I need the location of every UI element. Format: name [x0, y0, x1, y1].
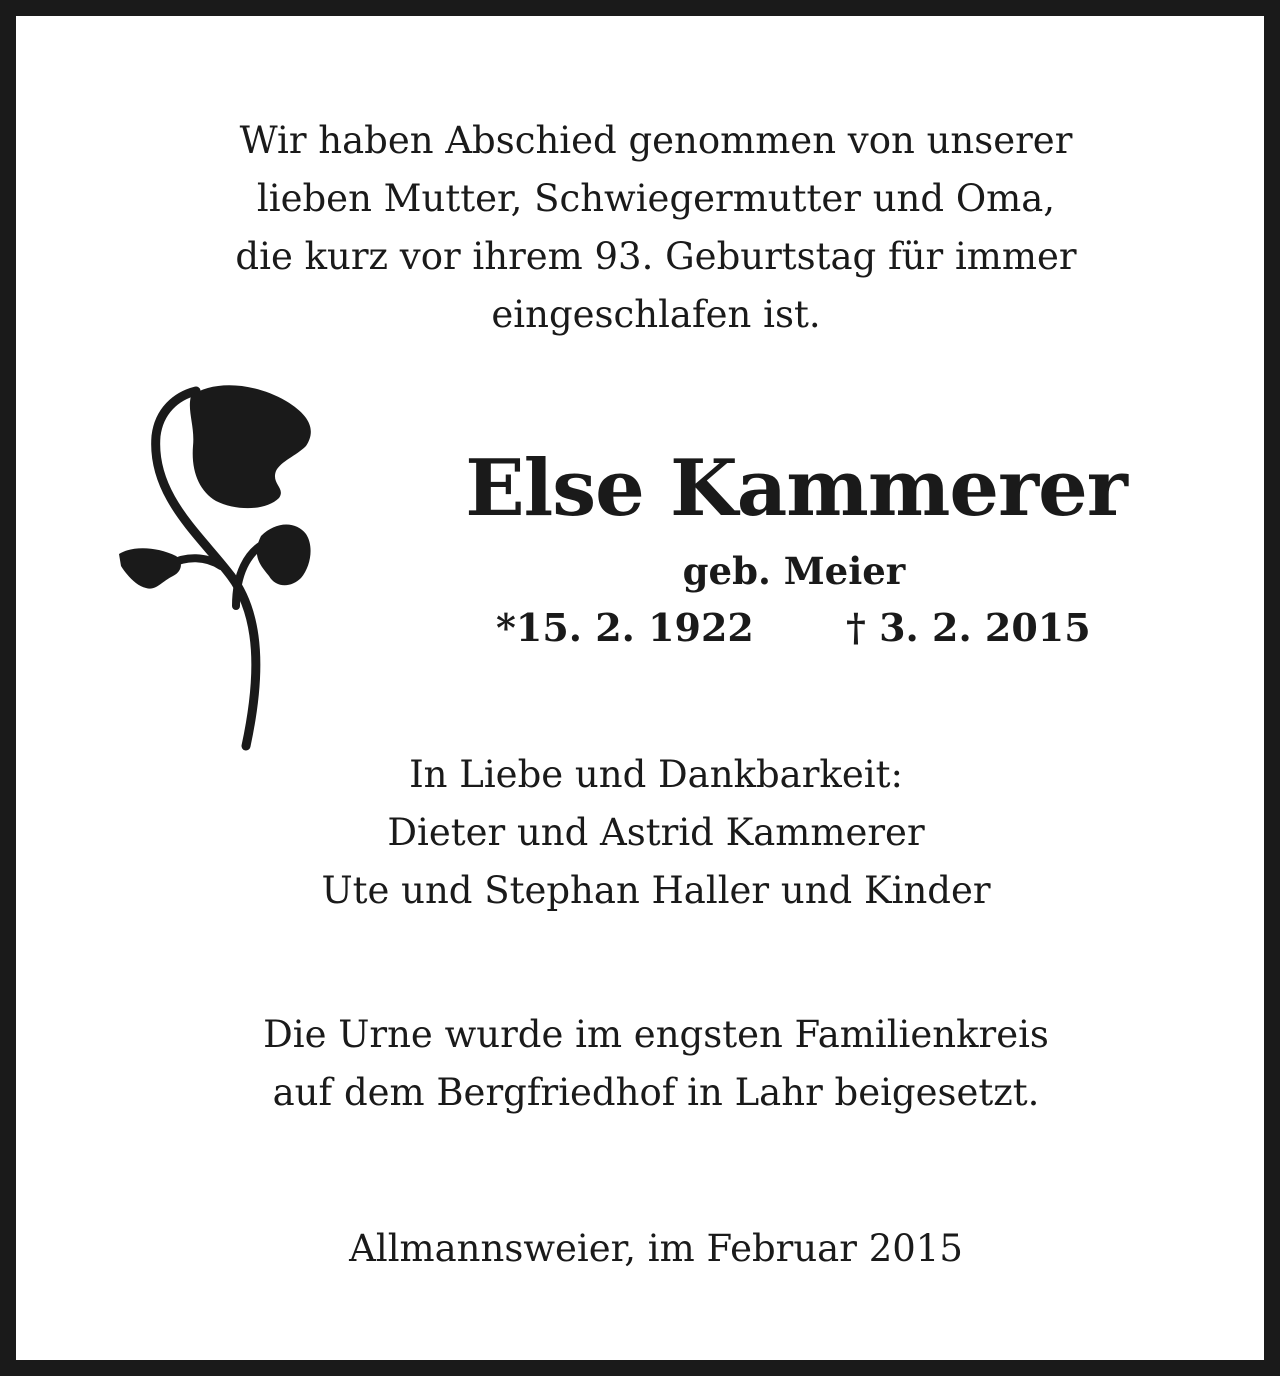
deceased-name: Else Kammerer: [465, 443, 1127, 534]
place-date: Allmannsweier, im Februar 2015: [349, 1227, 963, 1270]
intro-line-1: Wir haben Abschied genommen von unserer: [239, 119, 1073, 162]
maiden-name: geb. Meier: [682, 549, 906, 593]
mourners-line-2: Dieter und Astrid Kammerer: [387, 811, 925, 854]
mourners-line-1: In Liebe und Dankbarkeit:: [409, 753, 903, 796]
death-date: † 3. 2. 2015: [846, 605, 1091, 650]
intro-line-2: lieben Mutter, Schwiegermutter und Oma,: [256, 177, 1056, 220]
poppy-flower-icon: [111, 376, 321, 756]
birth-date: *15. 2. 1922: [496, 605, 754, 650]
burial-line-1: Die Urne wurde im engsten Familienkreis: [263, 1013, 1049, 1056]
mourners-line-3: Ute und Stephan Haller und Kinder: [321, 869, 991, 912]
burial-line-2: auf dem Bergfriedhof in Lahr beigesetzt.: [272, 1071, 1040, 1114]
intro-line-3: die kurz vor ihrem 93. Geburtstag für immer: [235, 235, 1077, 278]
intro-line-4: eingeschlafen ist.: [491, 293, 821, 336]
